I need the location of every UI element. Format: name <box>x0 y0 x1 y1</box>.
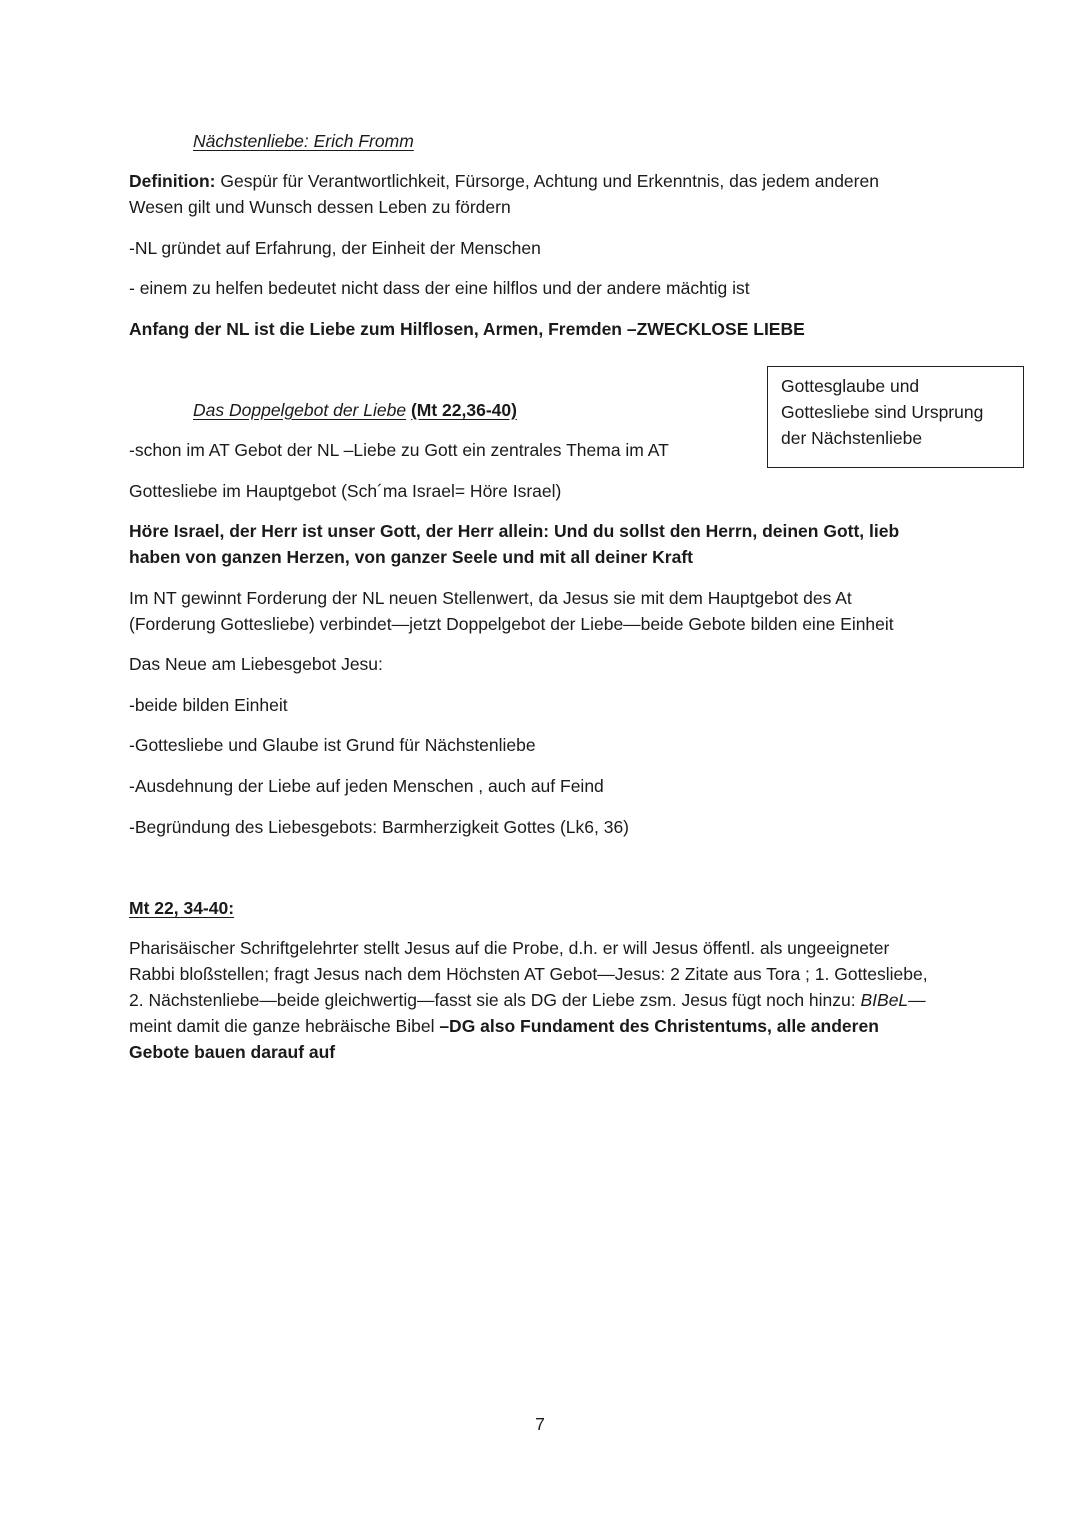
mt22-paragraph-line-4 <box>129 1013 879 1039</box>
mt22-text: meint damit die ganze hebräische Bibel <box>129 1016 440 1036</box>
definition-line-1 <box>129 168 879 194</box>
conclusion-zwecklose-liebe: Anfang der NL ist die Liebe zum Hilflosen, Armen, Fremden –ZWECKLOSE LIEBE <box>129 319 805 339</box>
at-gebot-line: -schon im AT Gebot der NL –Liebe zu Gott ein zentrales Thema im AT <box>129 440 669 460</box>
nt-paragraph-line-2: (Forderung Gottesliebe) verbindet—jetzt Doppelgebot der Liebe—beide Gebote bilden eine Einheit <box>129 614 894 634</box>
side-note-line: Gottesglaube und <box>781 376 920 396</box>
side-note-line: Gottesliebe sind Ursprung <box>781 402 984 422</box>
doppelgebot-title: Das Doppelgebot der Liebe <box>193 400 407 420</box>
mt22-paragraph-line-3 <box>129 987 926 1013</box>
side-note-box <box>767 366 1024 468</box>
list-item: -Begründung des Liebesgebots: Barmherzigkeit Gottes (Lk6, 36) <box>129 817 630 837</box>
mt22-paragraph-line-2: Rabbi bloßstellen; fragt Jesus nach dem Höchsten AT Gebot—Jesus: 2 Zitate aus Tora ; 1. Gottesliebe, <box>129 964 928 984</box>
definition-label: Definition: <box>129 171 216 191</box>
hauptgebot-line: Gottesliebe im Hauptgebot (Sch´ma Israel= Höre Israel) <box>129 481 562 501</box>
mt22-text: 2. Nächstenliebe—beide gleichwertig—fasst sie als DG der Liebe zsm. Jesus fügt noch hinzu: <box>129 990 861 1010</box>
section-heading-doppelgebot <box>193 397 517 423</box>
list-item: -beide bilden Einheit <box>129 695 288 715</box>
side-note-line: der Nächstenliebe <box>781 428 923 448</box>
shema-quote-line-1: Höre Israel, der Herr ist unser Gott, der Herr allein: Und du sollst den Herrn, deinen Gott, lieb <box>129 521 900 541</box>
section-heading-mt22: Mt 22, 34-40: <box>129 898 235 918</box>
point-helfen: - einem zu helfen bedeutet nicht dass der eine hilflos und der andere mächtig ist <box>129 278 750 298</box>
nt-paragraph-line-1: Im NT gewinnt Forderung der NL neuen Stellenwert, da Jesus sie mit dem Hauptgebot des At <box>129 588 852 608</box>
point-nl-einheit: -NL gründet auf Erfahrung, der Einheit der Menschen <box>129 238 541 258</box>
definition-line-2: Wesen gilt und Wunsch dessen Leben zu fördern <box>129 197 511 217</box>
page-number: 7 <box>535 1414 545 1434</box>
dg-fundament: –DG also Fundament des Christentums, alle anderen <box>439 1016 879 1036</box>
section-heading-fromm: Nächstenliebe: Erich Fromm <box>193 131 414 151</box>
list-item: -Gottesliebe und Glaube ist Grund für Nächstenliebe <box>129 735 536 755</box>
em-dash: — <box>908 990 926 1010</box>
mt22-paragraph-line-1: Pharisäischer Schriftgelehrter stellt Jesus auf die Probe, d.h. er will Jesus öffentl. als ungeeigneter <box>129 938 890 958</box>
das-neue-heading: Das Neue am Liebesgebot Jesu: <box>129 654 383 674</box>
definition-text: Gespür für Verantwortlichkeit, Fürsorge, Achtung und Erkenntnis, das jedem anderen <box>220 171 879 191</box>
list-item: -Ausdehnung der Liebe auf jeden Menschen , auch auf Feind <box>129 776 604 796</box>
mt22-paragraph-line-5: Gebote bauen darauf auf <box>129 1042 336 1062</box>
doppelgebot-reference: (Mt 22,36-40) <box>410 400 517 420</box>
shema-quote-line-2: haben von ganzen Herzen, von ganzer Seele und mit all deiner Kraft <box>129 547 694 567</box>
bibel-term: BIBeL <box>860 990 909 1010</box>
